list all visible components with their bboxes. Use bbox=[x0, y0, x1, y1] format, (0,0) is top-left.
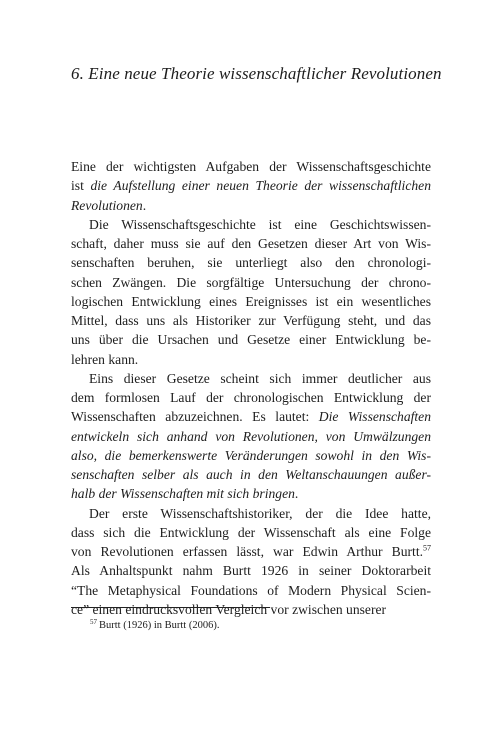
paragraph bbox=[71, 215, 431, 369]
text-line bbox=[71, 427, 431, 446]
text-run: Eine der wichtigsten Aufgaben der Wissenschaftsgeschichte bbox=[71, 159, 431, 174]
text-line bbox=[71, 234, 431, 253]
text-run: Eins dieser Gesetze scheint sich immer deutlicher aus bbox=[89, 370, 431, 386]
paragraph bbox=[71, 157, 431, 215]
text-run: . bbox=[294, 486, 299, 502]
text-line bbox=[71, 484, 431, 503]
text-line bbox=[71, 369, 431, 388]
text-run: Mittel, dass uns als Historiker zur Verfügung steht, und das bbox=[71, 313, 431, 328]
text-line bbox=[71, 253, 431, 272]
chapter-heading: 6. Eine neue Theorie wissenschaftlicher Revolutionen bbox=[71, 64, 442, 83]
footnote-text: Burtt (1926) in Burtt (2006). bbox=[99, 620, 220, 631]
text-run: schaft, daher muss sie auf den Gesetzen dieser Art von Wis- bbox=[71, 236, 431, 251]
text-line bbox=[71, 407, 431, 426]
italic-text: also, die bemerkenswerte Veränderungen sowohl in den Wis- bbox=[71, 447, 431, 463]
text-run: uns über die Ursachen und Gesetze einer Entwicklung be- bbox=[71, 332, 431, 348]
italic-text: halb der Wissenschaften mit sich bringen bbox=[71, 486, 295, 502]
text-run: Der erste Wissenschaftshistoriker, der die Idee hatte, bbox=[89, 505, 431, 521]
text-line bbox=[71, 176, 431, 195]
footnote-number: 57 bbox=[90, 617, 97, 626]
text-run: Wissenschaften abzuzeichnen. Es lautet: bbox=[71, 409, 319, 425]
text-run: dass sich die Entwicklung der Wissenschaft als eine Folge bbox=[71, 524, 431, 540]
text-run: lehren kann. bbox=[71, 351, 139, 367]
text-run: senschaften beruhen, sie unterliegt also den chronologi- bbox=[71, 255, 431, 271]
text-line bbox=[71, 465, 431, 484]
text-line bbox=[71, 446, 431, 465]
text-run: Die Wissenschaftsgeschichte ist eine Geschichtswissen- bbox=[89, 216, 431, 232]
text-line bbox=[71, 215, 431, 234]
text-line bbox=[71, 350, 431, 369]
text-run: ist bbox=[71, 178, 91, 194]
italic-text: entwickeln sich anhand von Revolutionen, von Umwälzungen bbox=[71, 428, 431, 444]
italic-text: die Aufstellung einer neuen Theorie der wissenschaftlichen bbox=[90, 178, 431, 194]
italic-text: senschaften selber als auch in den Weltanschauungen außer- bbox=[71, 467, 431, 482]
text-line bbox=[71, 196, 431, 215]
text-line bbox=[71, 311, 431, 330]
text-line bbox=[71, 523, 431, 542]
text-line bbox=[71, 157, 431, 176]
footnote bbox=[90, 619, 219, 633]
italic-text: Die Wissenschaften bbox=[318, 409, 431, 425]
text-line bbox=[71, 561, 431, 580]
paragraph bbox=[71, 369, 431, 504]
text-run: logischen Entwicklung eines Ereignisses ist ein wesentliches bbox=[71, 293, 431, 309]
text-line bbox=[71, 600, 431, 619]
body-text bbox=[71, 157, 431, 619]
text-line bbox=[71, 273, 431, 292]
text-run: schen Zwängen. Die sorgfältige Untersuchung der chrono- bbox=[71, 274, 431, 290]
text-run: von Revolutionen erfassen lässt, war Edwin Arthur Burtt. bbox=[71, 544, 423, 559]
text-line bbox=[71, 581, 431, 600]
footnote-separator bbox=[71, 607, 270, 608]
italic-text: Revolutionen bbox=[71, 197, 143, 213]
text-line bbox=[71, 388, 431, 407]
text-run: “The Metaphysical Foundations of Modern Physical Scien- bbox=[71, 582, 431, 598]
paragraph bbox=[71, 504, 431, 620]
footnote-reference: 57 bbox=[423, 543, 431, 553]
text-line bbox=[71, 330, 431, 349]
text-run: dem formlosen Lauf der chronologischen Entwicklung der bbox=[71, 390, 431, 405]
text-run: Als Anhaltspunkt nahm Burtt 1926 in seiner Doktorarbeit bbox=[71, 563, 431, 579]
text-run: . bbox=[142, 197, 147, 213]
text-run: ce” einen eindrucksvollen Vergleich vor zwischen unserer bbox=[71, 601, 387, 617]
text-line bbox=[71, 292, 431, 311]
text-line bbox=[71, 542, 431, 561]
text-line bbox=[71, 504, 431, 523]
